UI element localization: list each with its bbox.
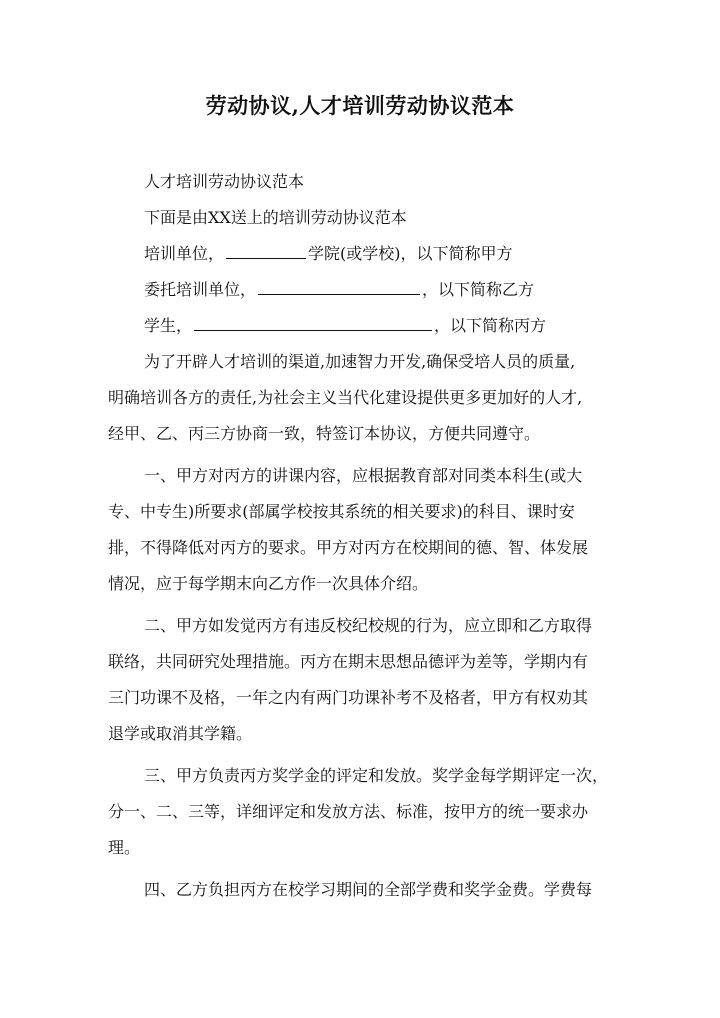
paragraph-line: 二、甲方如发觉丙方有违反校纪校规的行为，应立即和乙方取得 bbox=[144, 616, 593, 635]
paragraph-clause-2 bbox=[108, 608, 614, 752]
party-b-prefix: 委托培训单位， bbox=[144, 280, 257, 299]
paragraph-line: 三、甲方负责丙方奖学金的评定和发放。奖学金每学期评定一次， bbox=[144, 766, 609, 785]
party-a-blank bbox=[226, 242, 306, 259]
paragraph-line: 为了开辟人才培训的渠道,加速智力开发,确保受培人员的质量, bbox=[144, 352, 576, 371]
document-body bbox=[108, 164, 614, 908]
paragraph-clause-3 bbox=[108, 758, 614, 866]
paragraph-line: 经甲、乙、丙三方协商一致，特签订本协议，方便共同遵守。 bbox=[108, 424, 541, 443]
paragraph-clause-4 bbox=[108, 872, 614, 908]
party-c-suffix: ，以下简称丙方 bbox=[434, 316, 547, 335]
paragraph-line: 一、甲方对丙方的讲课内容，应根据教育部对同类本科生(或大 bbox=[144, 466, 583, 485]
paragraph-purpose bbox=[108, 344, 614, 452]
paragraph-line: 联络，共同研究处理措施。丙方在期末思想品德评为差等，学期内有 bbox=[108, 652, 589, 671]
paragraph-line: 理。 bbox=[108, 838, 141, 857]
party-b-suffix: ，以下简称乙方 bbox=[422, 280, 535, 299]
party-a-suffix: 学院(或学校)，以下简称甲方 bbox=[308, 244, 513, 263]
paragraph-line: 分一、二、三等，详细评定和发放方法、标准，按甲方的统一要求办 bbox=[108, 802, 589, 821]
paragraph-line: 排，不得降低对丙方的要求。甲方对丙方在校期间的德、智、体发展 bbox=[108, 538, 589, 557]
party-c-prefix: 学生， bbox=[144, 316, 193, 335]
paragraph-line: 情况，应于每学期末向乙方作一次具体介绍。 bbox=[108, 574, 429, 593]
paragraph-clause-1 bbox=[108, 458, 614, 602]
paragraph-line: 四、乙方负担丙方在校学习期间的全部学费和奖学金费。学费每 bbox=[144, 880, 593, 899]
party-c-blank bbox=[194, 314, 432, 331]
party-b-blank bbox=[258, 278, 420, 295]
intro-line: 下面是由XX送上的培训劳动协议范本 bbox=[144, 208, 407, 227]
party-a-line bbox=[108, 236, 614, 272]
paragraph-line: 专、中专生)所要求(部属学校按其系统的相关要求)的科目、课时安 bbox=[108, 502, 575, 521]
paragraph-line: 三门功课不及格，一年之内有两门功课补考不及格者，甲方有权劝其 bbox=[108, 688, 589, 707]
paragraph-line: 明确培训各方的责任,为社会主义当代化建设提供更多更加好的人才, bbox=[108, 388, 583, 407]
party-c-line bbox=[108, 308, 614, 344]
subtitle-line: 人才培训劳动协议范本 bbox=[144, 172, 305, 191]
party-b-line bbox=[108, 272, 614, 308]
party-a-prefix: 培训单位， bbox=[144, 244, 225, 263]
paragraph-line: 退学或取消其学籍。 bbox=[108, 724, 253, 743]
document-title: 劳动协议,人才培训劳动协议范本 bbox=[205, 93, 515, 118]
